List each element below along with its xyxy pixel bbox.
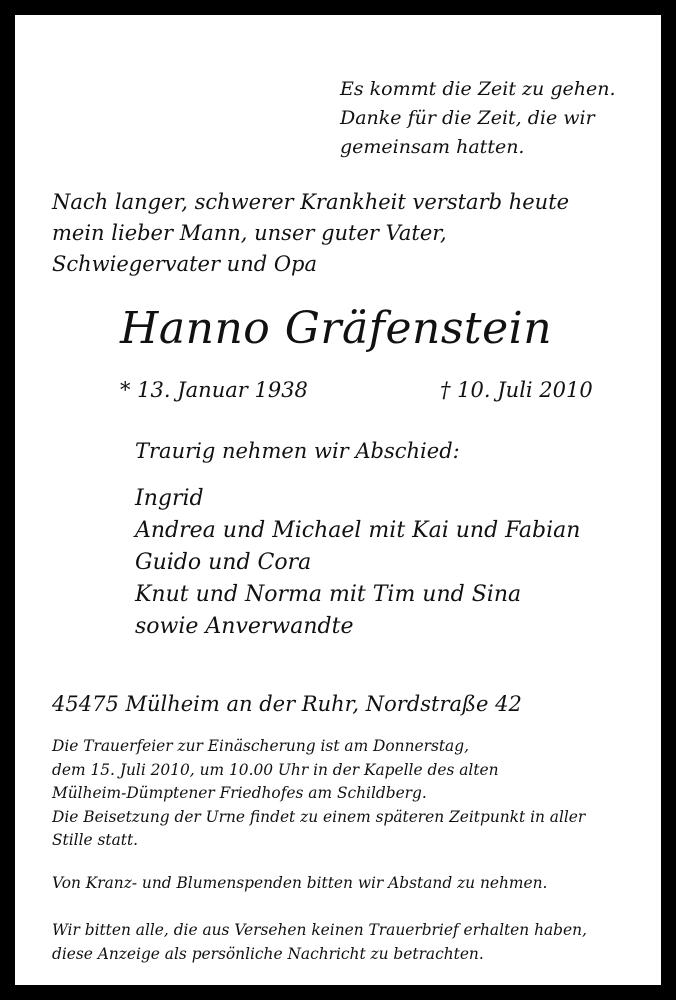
- announcement-line: mein lieber Mann, unser guter Vater,: [52, 221, 447, 245]
- donations-note: Von Kranz- und Blumenspenden bitten wir Abstand zu nehmen.: [52, 874, 548, 892]
- funeral-info-line: Mülheim-Dümptener Friedhofes am Schildberg.: [52, 784, 427, 802]
- motto-quote: [340, 75, 616, 162]
- motto-line: gemeinsam hatten.: [340, 136, 525, 158]
- family-list: [135, 483, 580, 643]
- family-member: Ingrid: [135, 486, 204, 511]
- funeral-info-line: dem 15. Juli 2010, um 10.00 Uhr in der Kapelle des alten: [52, 760, 499, 779]
- family-member: Knut und Norma mit Tim und Sina: [135, 582, 522, 607]
- motto-line: Danke für die Zeit, die wir: [340, 107, 595, 129]
- funeral-info-line: Die Beisetzung der Urne findet zu einem späteren Zeitpunkt in aller: [52, 807, 586, 826]
- funeral-info: [52, 735, 585, 853]
- family-member: Guido und Cora: [135, 550, 312, 575]
- family-member: sowie Anverwandte: [135, 614, 354, 639]
- closing-note-line: diese Anzeige als persönliche Nachricht zu betrachten.: [52, 945, 484, 963]
- closing-note-line: Wir bitten alle, die aus Versehen keinen Trauerbrief erhalten haben,: [52, 921, 587, 939]
- family-member: Andrea und Michael mit Kai und Fabian: [135, 518, 581, 543]
- mourning-heading: Traurig nehmen wir Abschied:: [135, 439, 460, 463]
- announcement-line: Nach langer, schwerer Krankheit verstarb heute: [52, 190, 570, 214]
- death-date: † 10. Juli 2010: [440, 378, 593, 402]
- deceased-name: Hanno Gräfenstein: [120, 303, 553, 354]
- death-announcement: [52, 187, 569, 280]
- birth-date: * 13. Januar 1938: [120, 378, 308, 402]
- closing-note: [52, 918, 587, 966]
- family-address: 45475 Mülheim an der Ruhr, Nordstraße 42: [52, 692, 522, 716]
- funeral-info-line: Stille statt.: [52, 831, 139, 849]
- motto-line: Es kommt die Zeit zu gehen.: [340, 78, 616, 100]
- announcement-line: Schwiegervater und Opa: [52, 252, 318, 276]
- funeral-info-line: Die Trauerfeier zur Einäscherung ist am Donnerstag,: [52, 737, 469, 755]
